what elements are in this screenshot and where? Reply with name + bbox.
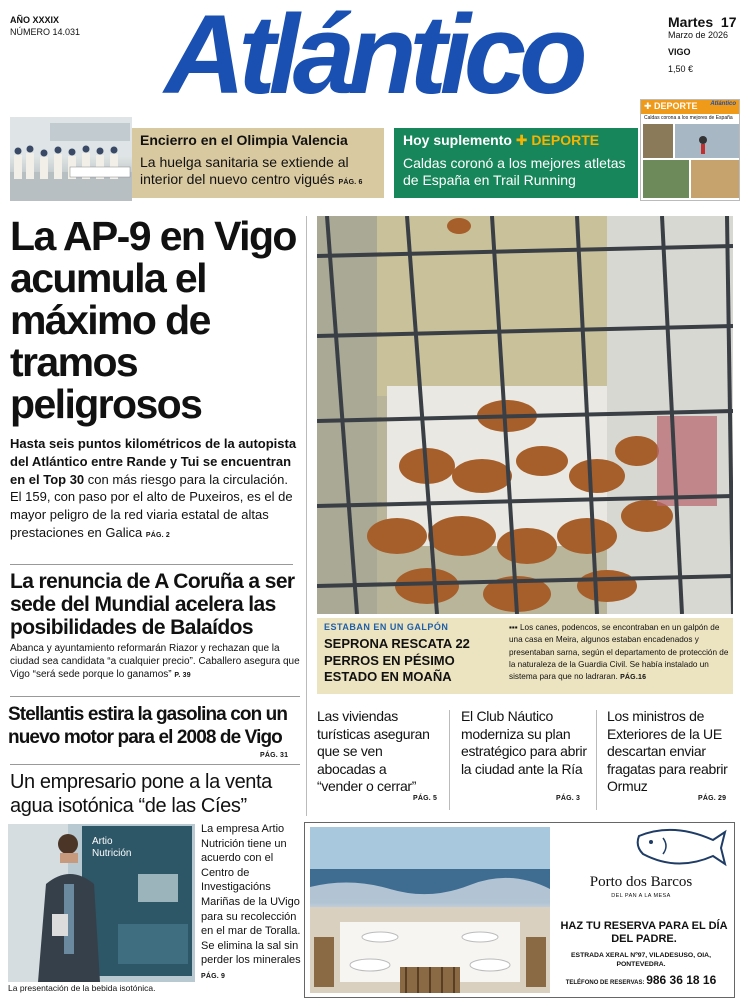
photo-body: Los canes, podencos, se encontraban en un galpón de una casa en Meira, algunos estaban encadenados y presentaban sarna, según el departamento de protección de la naturaleza de la Guardia Civil. Se había instalado un sistema para que no ladraran.: [509, 623, 729, 682]
masthead-date-info: [668, 16, 744, 76]
page-ref: P. 39: [174, 672, 191, 679]
supplement-cover-thumbnail[interactable]: [640, 99, 740, 201]
page-ref: PÁG.16: [620, 674, 647, 682]
masthead-logo[interactable]: Atlántico: [164, 0, 581, 117]
issue-number: NÚMERO 14.031: [10, 27, 81, 37]
lead-intro: [10, 435, 300, 545]
edition-city: VIGO: [668, 47, 691, 57]
brief-viviendas-headline[interactable]: Las viviendas turísticas aseguran que se ven abocadas a “vender o cerrar”: [317, 708, 430, 794]
divider: [10, 764, 300, 765]
photo-caption-text: [509, 622, 731, 684]
lead-headline[interactable]: La AP-9 en Vigo acumula el máximo de tramos peligrosos: [10, 213, 296, 427]
story-agua-photo: [8, 824, 195, 982]
date-line: [668, 16, 744, 29]
banner-text-2: Nutrición: [92, 848, 132, 859]
column-divider: [596, 710, 597, 810]
page-ref: PÁG. 5: [413, 795, 438, 802]
photo-headline: SEPRONA RESCATA 22 PERROS EN PÉSIMO ESTADO EN MOAÑA: [324, 636, 470, 684]
brief-ormuz-headline[interactable]: Los ministros de Exteriores de la UE descartan enviar fragatas para reabrir Ormuz: [607, 708, 728, 794]
supplement-cover-headline: Caldas corona a los mejores de España: [644, 115, 733, 121]
page-ref: PÁG. 9: [201, 972, 226, 980]
masthead-issue-info: [10, 14, 80, 38]
story-stellantis-headline[interactable]: Stellantis estira la gasolina con un nuevo motor para el 2008 de Vigo: [8, 704, 288, 748]
teaser-heading: [403, 132, 629, 149]
month-year: Marzo de 2026: [668, 30, 729, 40]
divider: [10, 696, 300, 697]
ad-tagline: DEL PAN A LA MESA: [611, 893, 671, 899]
teaser-photo-hospital: [10, 117, 132, 201]
story-mundial-headline[interactable]: La renuncia de A Coruña a ser sede del Mundial acelera las posibilidades de Balaídos: [10, 570, 295, 639]
ad-restaurant-photo: [310, 827, 550, 993]
page-ref: PÁG. 6: [338, 179, 363, 186]
supplement-cover-photos: [641, 122, 740, 201]
ad-phone-line: [556, 973, 726, 987]
weekday: Martes: [668, 14, 714, 30]
teaser-supplement[interactable]: [394, 128, 638, 198]
banner-text-1: Artio: [92, 836, 113, 847]
year-label: AÑO XXXIX: [10, 15, 60, 25]
photo-kicker: ESTABAN EN UN GALPÓN: [324, 622, 449, 632]
story-mundial-text: Abanca y ayuntamiento reformarán Riazor y rechazan que la ciudad sea candidata “a cualquier precio”. Caballero asegura que Vigo “será sede porque lo ganamos”: [10, 643, 300, 680]
column-divider: [449, 710, 450, 810]
ad-phone-number[interactable]: 986 36 18 16: [646, 973, 717, 987]
lead-intro-rest: con más riesgo para la circulación. El 159, con paso por el alto de Puxeiros, es el de mayor peligro de la red viaria estatal de altas prestaciones en Galica: [10, 471, 293, 540]
story-agua-body: [201, 822, 301, 985]
lead-intro-bold: Hasta seis puntos kilométricos de la autopista del Atlántico entre Rande y Tui se encuentran en el Top 30: [10, 436, 297, 487]
price: 1,50 €: [668, 64, 694, 74]
story-mundial-body: [10, 642, 300, 682]
ad-phone-label: TELÉFONO DE RESERVAS:: [565, 980, 645, 986]
column-divider: [306, 216, 307, 816]
teaser-heading-prefix: Hoy suplemento: [403, 132, 512, 148]
divider: [10, 564, 293, 565]
fish-logo: [633, 826, 728, 872]
day-number: 17: [720, 14, 737, 30]
teaser-text: [140, 154, 376, 191]
photo-caption-headline-block[interactable]: [324, 622, 494, 686]
supplement-cover-brand: ✚ DEPORTE: [644, 101, 698, 111]
ad-address: ESTRADA XERAL Nº97, VILADESUSO, OIA, PONTEVEDRA.: [571, 952, 711, 968]
supplement-cover-logo: Atlántico: [710, 101, 736, 107]
page-ref: PÁG. 2: [145, 531, 171, 539]
teaser-olimpia[interactable]: [132, 128, 384, 198]
bullet-marker: ▪▪▪: [509, 623, 520, 632]
story-agua-caption: La presentación de la bebida isotónica.: [8, 983, 156, 993]
teaser-heading: Encierro en el Olimpia Valencia: [140, 132, 348, 148]
page-ref: PÁG. 31: [260, 752, 289, 759]
teaser-text: Caldas coronó a los mejores atletas de España en Trail Running: [403, 155, 626, 188]
supplement-cover-header: [641, 100, 739, 114]
dogs-rescue-photo[interactable]: [317, 216, 733, 614]
story-agua-text: La empresa Artio Nutrición tiene un acuerdo con el Centro de Investigacións Mariñas de la UVigo para su recolección en el mar de Toralla. Se elimina la sal sin perder los minerales: [201, 823, 301, 967]
deporte-brand: ✚ DEPORTE: [515, 132, 600, 148]
story-agua-headline[interactable]: Un empresario pone a la venta agua isotónica “de las Cíes”: [10, 771, 272, 817]
ad-brand: Porto dos Barcos: [589, 874, 693, 890]
page-ref: PÁG. 3: [556, 795, 581, 802]
teaser-text-body: La huelga sanitaria se extiende al interior del nuevo centro vigués: [140, 154, 349, 187]
brief-nautico-headline[interactable]: El Club Náutico moderniza su plan estratégico para abrir la ciudad ante la Ría: [461, 708, 587, 777]
ad-call-to-action: HAZ TU RESERVA PARA EL DÍA DEL PADRE.: [560, 920, 728, 945]
page-ref: PÁG. 29: [698, 795, 727, 802]
